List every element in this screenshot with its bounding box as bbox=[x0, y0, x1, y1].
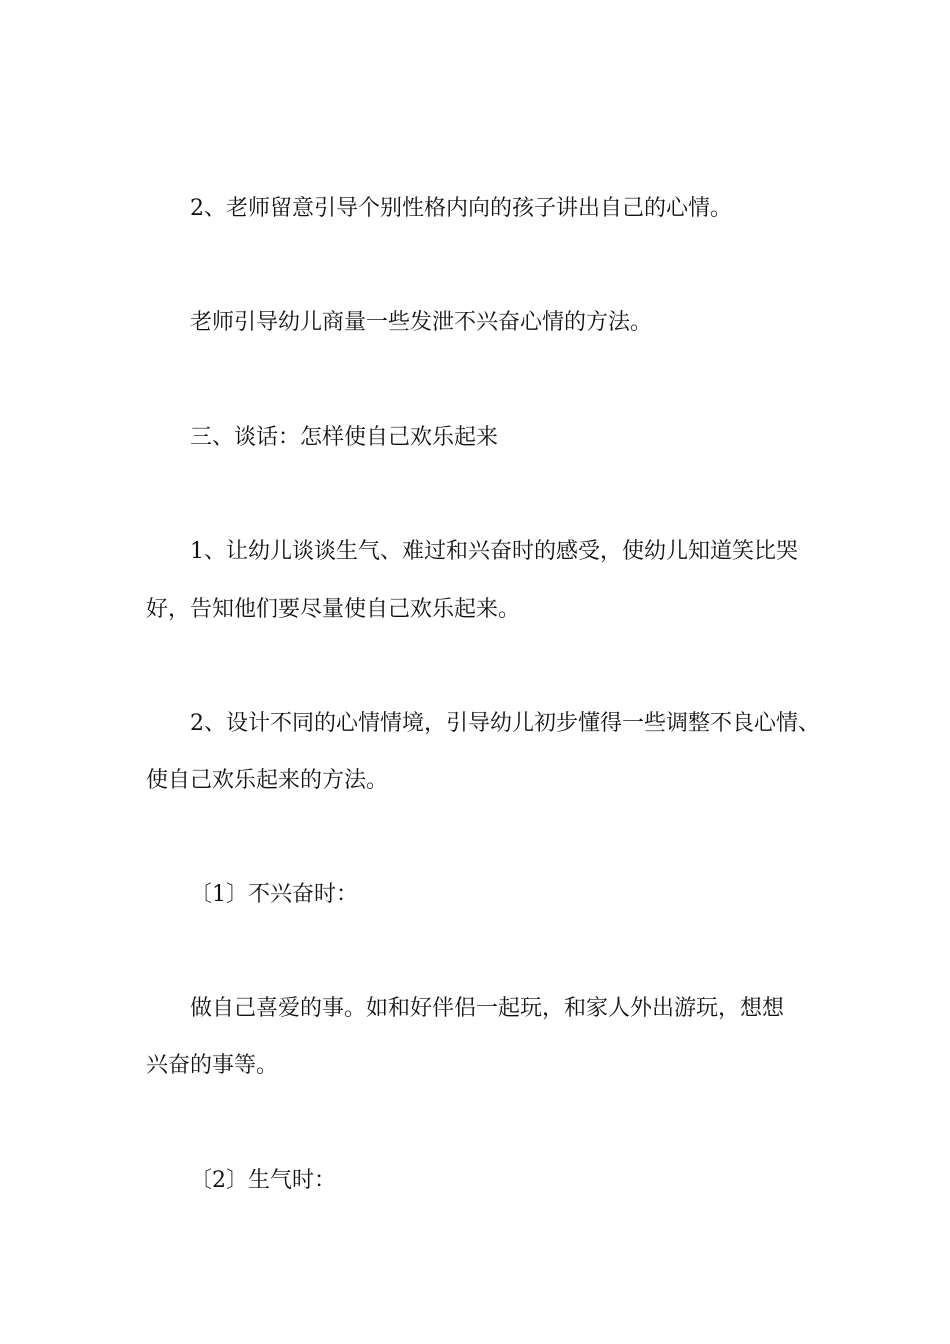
section-heading-3: 三、谈话：怎样使自己欢乐起来 bbox=[190, 425, 499, 450]
subheading-line-11: 〔2〕生气时： bbox=[190, 1168, 336, 1193]
paragraph-line-7: 使自己欢乐起来的方法。 bbox=[146, 768, 389, 793]
paragraph-line-9: 做自己喜爱的事。如和好伴侣一起玩，和家人外出游玩，想想 bbox=[190, 996, 785, 1021]
paragraph-line-1: 2、老师留意引导个别性格内向的孩子讲出自己的心情。 bbox=[190, 196, 732, 221]
paragraph-line-4: 1、让幼儿谈谈生气、难过和兴奋时的感受，使幼儿知道笑比哭 bbox=[190, 539, 798, 564]
paragraph-line-5: 好，告知他们要尽量使自己欢乐起来。 bbox=[146, 597, 521, 622]
paragraph-line-2: 老师引导幼儿商量一些发泄不兴奋心情的方法。 bbox=[190, 310, 653, 335]
paragraph-line-6: 2、设计不同的心情情境，引导幼儿初步懂得一些调整不良心情、 bbox=[190, 711, 820, 736]
subheading-line-8: 〔1〕不兴奋时： bbox=[190, 882, 358, 907]
paragraph-line-10: 兴奋的事等。 bbox=[146, 1053, 279, 1078]
